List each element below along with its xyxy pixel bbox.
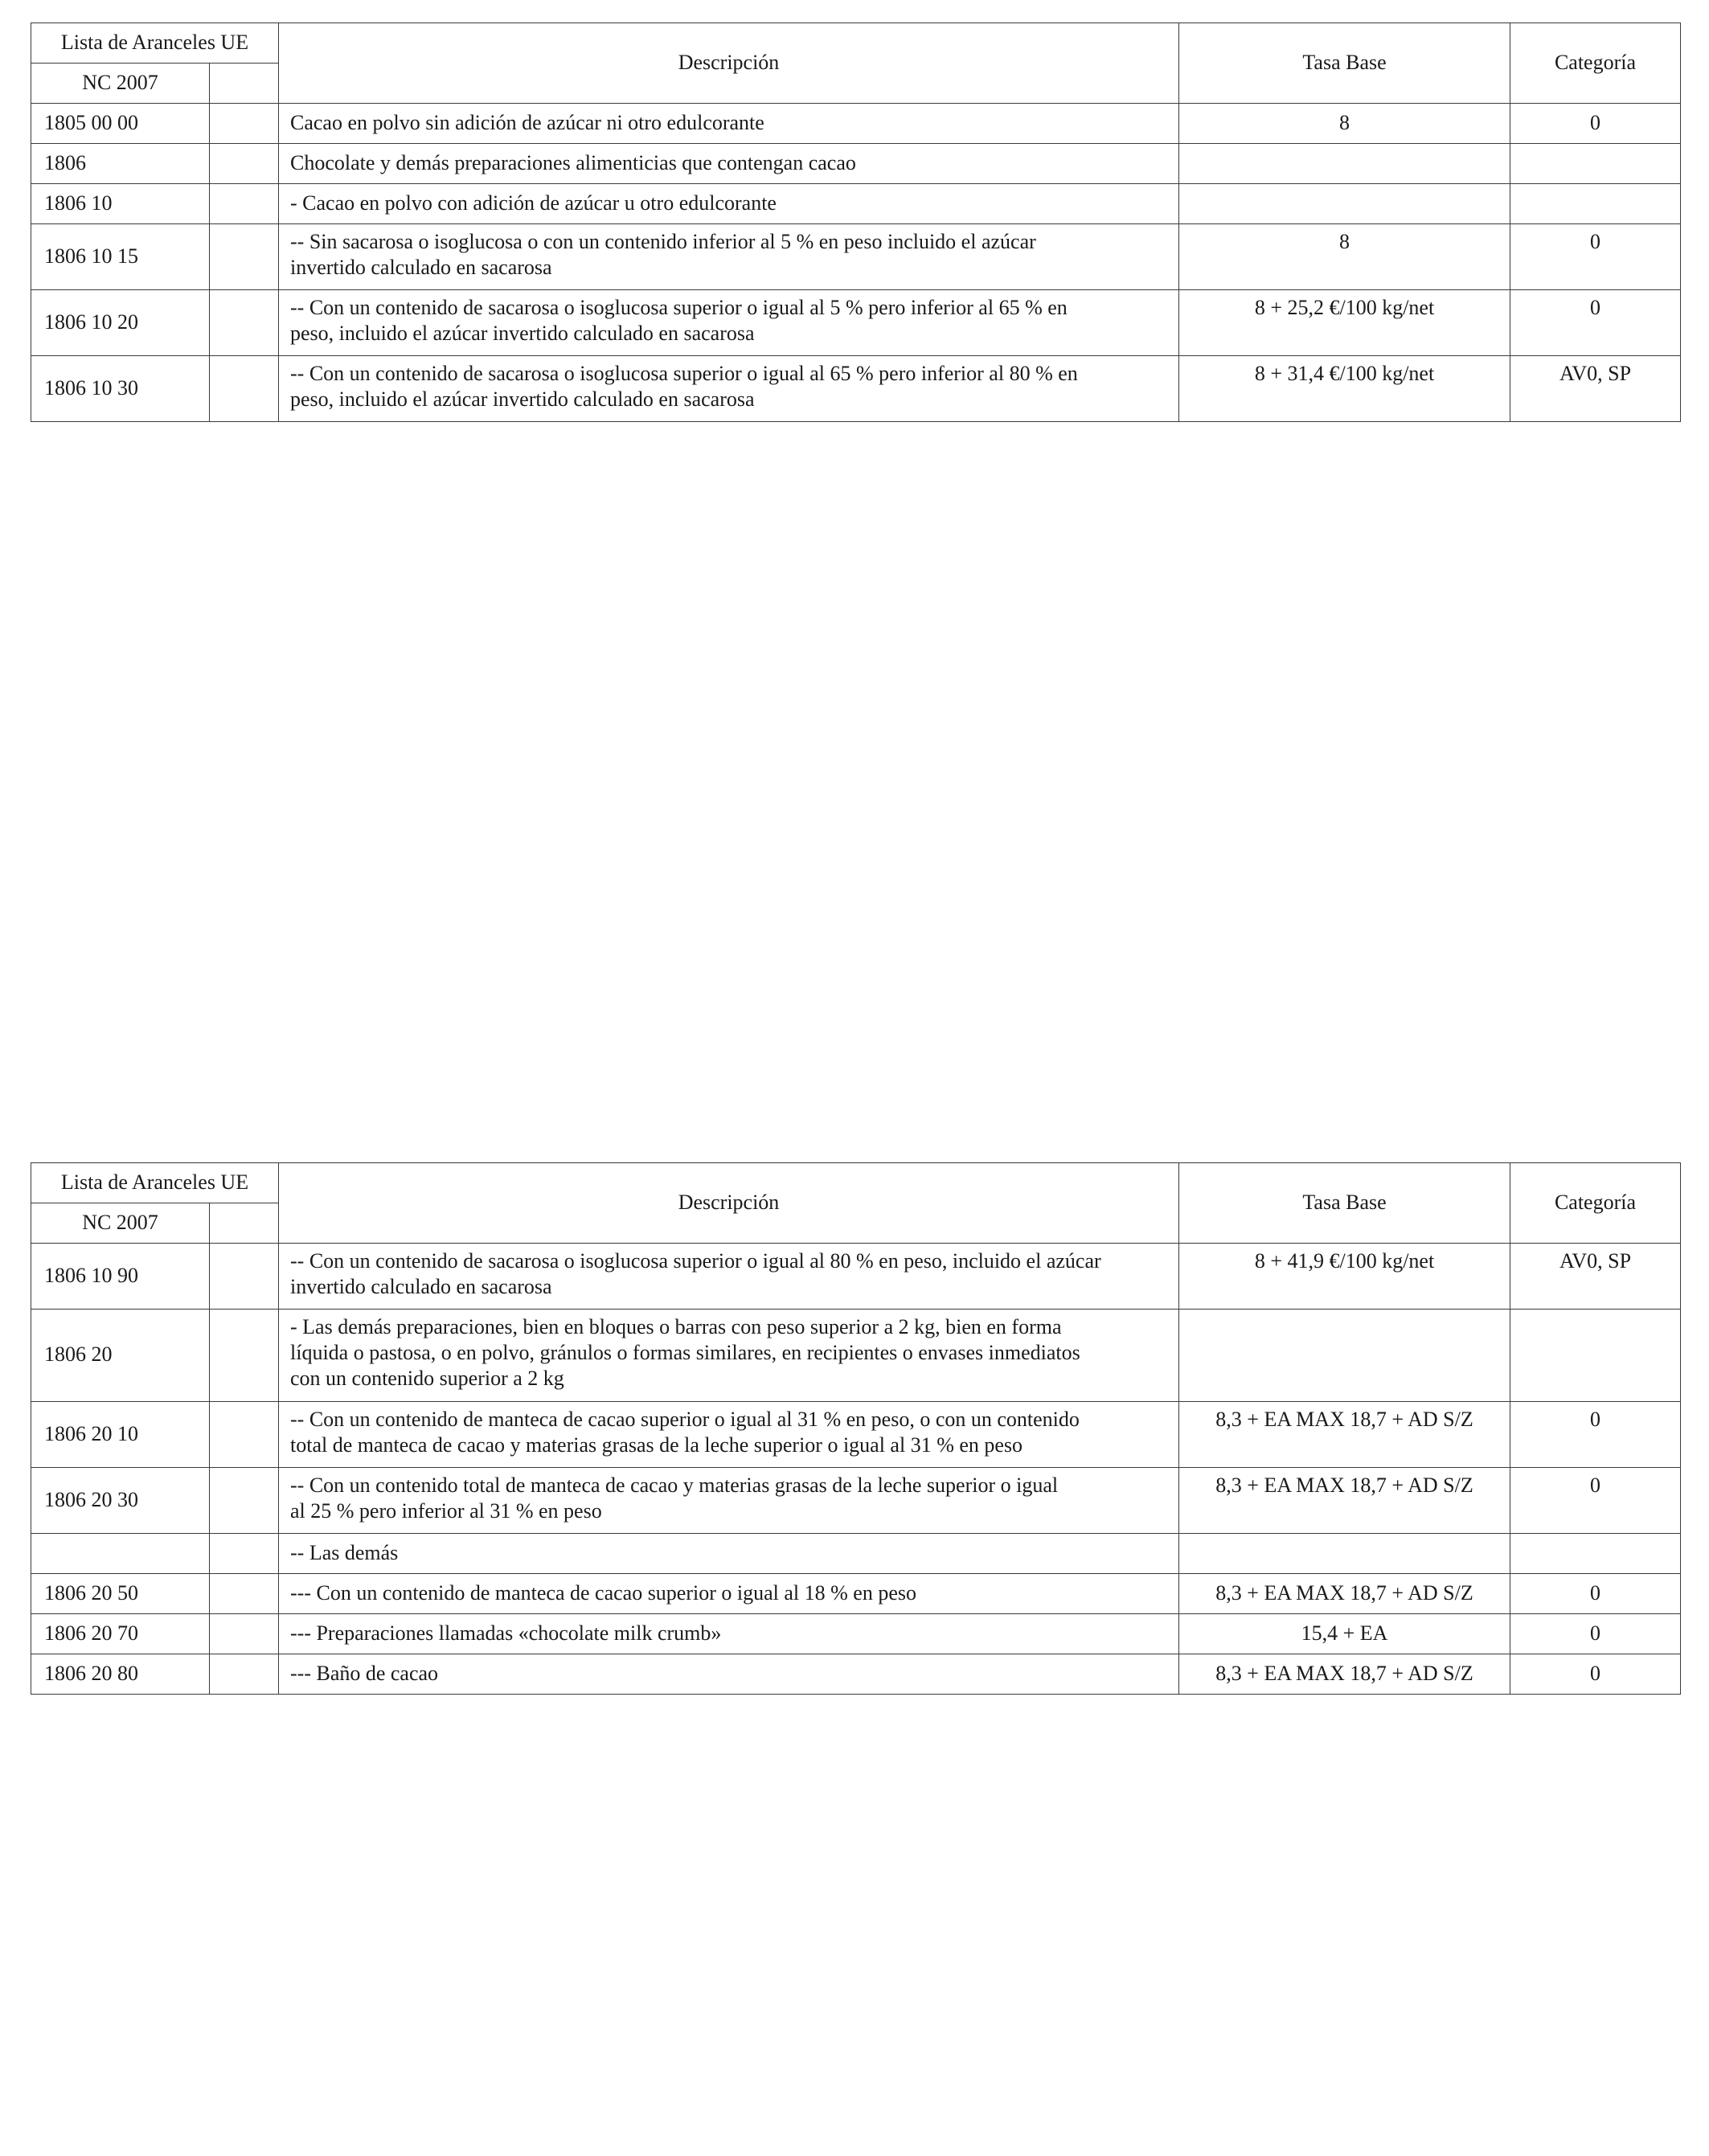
list-header: Lista de Aranceles UE: [31, 23, 279, 64]
category-cell: [1510, 184, 1681, 224]
table-row: [31, 184, 1681, 224]
code-cell: 1806 20 70: [31, 1614, 210, 1654]
table-row: [31, 1534, 1681, 1574]
rate-cell: [1179, 184, 1510, 224]
rate-cell: [1179, 1534, 1510, 1574]
table-row: [31, 1402, 1681, 1468]
description-cell: -- Las demás: [279, 1534, 1179, 1574]
sub-cell: [210, 104, 279, 144]
code-cell: 1805 00 00: [31, 104, 210, 144]
description-line: -- Con un contenido total de manteca de cacao y materias grasas de la leche superior o igual: [290, 1474, 1059, 1497]
empty-subheader: [210, 64, 279, 104]
code-cell: 1806: [31, 144, 210, 184]
category-cell: 0: [1510, 290, 1681, 356]
table-row: [31, 290, 1681, 356]
sub-cell: [210, 1310, 279, 1402]
category-cell: 0: [1510, 1402, 1681, 1468]
sub-cell: [210, 184, 279, 224]
description-line: invertido calculado en sacarosa: [290, 1275, 552, 1298]
rate-cell: [1179, 1310, 1510, 1402]
table-row: [31, 1244, 1681, 1310]
description-line: total de manteca de cacao y materias grasas de la leche superior o igual al 31 % en peso: [290, 1433, 1023, 1457]
category-cell: [1510, 144, 1681, 184]
tariff-table-2: [31, 1162, 1681, 1695]
base-rate-header: Tasa Base: [1179, 23, 1510, 104]
category-cell: 0: [1510, 104, 1681, 144]
category-cell: [1510, 1310, 1681, 1402]
code-cell: 1806 20 80: [31, 1654, 210, 1695]
code-cell: 1806 10 20: [31, 290, 210, 356]
header-row: [31, 23, 1681, 64]
header-row: [31, 1163, 1681, 1203]
code-cell: 1806 20 30: [31, 1468, 210, 1534]
description-cell: [279, 224, 1179, 290]
table-row: [31, 1310, 1681, 1402]
rate-cell: 8,3 + EA MAX 18,7 + AD S/Z: [1179, 1468, 1510, 1534]
description-cell: Chocolate y demás preparaciones alimenticias que contengan cacao: [279, 144, 1179, 184]
description-header: Descripción: [279, 23, 1179, 104]
rate-cell: 15,4 + EA: [1179, 1614, 1510, 1654]
category-cell: [1510, 1534, 1681, 1574]
description-line: peso, incluido el azúcar invertido calculado en sacarosa: [290, 387, 755, 411]
rate-cell: 8,3 + EA MAX 18,7 + AD S/Z: [1179, 1654, 1510, 1695]
nc-header: NC 2007: [31, 1203, 210, 1244]
description-line: líquida o pastosa, o en polvo, gránulos o formas similares, en recipientes o envases inmediatos: [290, 1341, 1080, 1364]
table-row: [31, 224, 1681, 290]
description-cell: Cacao en polvo sin adición de azúcar ni otro edulcorante: [279, 104, 1179, 144]
nc-header: NC 2007: [31, 64, 210, 104]
description-line: -- Con un contenido de sacarosa o isoglucosa superior o igual al 65 % pero inferior al 80 % en: [290, 362, 1078, 385]
table-row: [31, 1468, 1681, 1534]
rate-cell: 8: [1179, 104, 1510, 144]
description-cell: [279, 356, 1179, 422]
code-cell: 1806 10 90: [31, 1244, 210, 1310]
category-header: Categoría: [1510, 23, 1681, 104]
description-header: Descripción: [279, 1163, 1179, 1244]
description-cell: --- Con un contenido de manteca de cacao superior o igual al 18 % en peso: [279, 1574, 1179, 1614]
code-cell: 1806 20: [31, 1310, 210, 1402]
code-cell: 1806 20 50: [31, 1574, 210, 1614]
description-line: -- Con un contenido de sacarosa o isoglucosa superior o igual al 5 % pero inferior al 65 % en: [290, 296, 1068, 319]
table-row: [31, 356, 1681, 422]
sub-cell: [210, 1468, 279, 1534]
category-cell: AV0, SP: [1510, 1244, 1681, 1310]
sub-cell: [210, 1534, 279, 1574]
category-cell: 0: [1510, 1614, 1681, 1654]
description-cell: [279, 1310, 1179, 1402]
sub-cell: [210, 290, 279, 356]
description-line: - Las demás preparaciones, bien en bloques o barras con peso superior a 2 kg, bien en forma: [290, 1315, 1062, 1338]
rate-cell: 8: [1179, 224, 1510, 290]
description-line: -- Con un contenido de manteca de cacao superior o igual al 31 % en peso, o con un contenido: [290, 1408, 1080, 1431]
sub-cell: [210, 1614, 279, 1654]
sub-cell: [210, 356, 279, 422]
tariff-table-1: [31, 23, 1681, 422]
sub-cell: [210, 1244, 279, 1310]
rate-cell: 8 + 41,9 €/100 kg/net: [1179, 1244, 1510, 1310]
table-row: [31, 144, 1681, 184]
sub-cell: [210, 1654, 279, 1695]
code-cell: 1806 20 10: [31, 1402, 210, 1468]
table-row: [31, 1614, 1681, 1654]
list-header: Lista de Aranceles UE: [31, 1163, 279, 1203]
table-row: [31, 1574, 1681, 1614]
sub-cell: [210, 1402, 279, 1468]
code-cell: [31, 1534, 210, 1574]
table-row: [31, 104, 1681, 144]
category-cell: 0: [1510, 224, 1681, 290]
table-row: [31, 1654, 1681, 1695]
empty-subheader: [210, 1203, 279, 1244]
description-cell: --- Preparaciones llamadas «chocolate milk crumb»: [279, 1614, 1179, 1654]
description-line: invertido calculado en sacarosa: [290, 256, 552, 279]
rate-cell: 8,3 + EA MAX 18,7 + AD S/Z: [1179, 1574, 1510, 1614]
code-cell: 1806 10 15: [31, 224, 210, 290]
category-cell: 0: [1510, 1468, 1681, 1534]
description-line: -- Sin sacarosa o isoglucosa o con un contenido inferior al 5 % en peso incluido el azúcar: [290, 230, 1036, 253]
description-cell: [279, 290, 1179, 356]
code-cell: 1806 10 30: [31, 356, 210, 422]
sub-cell: [210, 224, 279, 290]
sub-cell: [210, 1574, 279, 1614]
sub-cell: [210, 144, 279, 184]
category-cell: 0: [1510, 1574, 1681, 1614]
description-cell: [279, 1402, 1179, 1468]
description-line: -- Con un contenido de sacarosa o isoglucosa superior o igual al 80 % en peso, incluido el azúcar: [290, 1249, 1101, 1273]
description-line: con un contenido superior a 2 kg: [290, 1367, 564, 1390]
code-cell: 1806 10: [31, 184, 210, 224]
rate-cell: 8 + 25,2 €/100 kg/net: [1179, 290, 1510, 356]
description-line: al 25 % pero inferior al 31 % en peso: [290, 1499, 602, 1523]
rate-cell: 8 + 31,4 €/100 kg/net: [1179, 356, 1510, 422]
rate-cell: 8,3 + EA MAX 18,7 + AD S/Z: [1179, 1402, 1510, 1468]
rate-cell: [1179, 144, 1510, 184]
description-cell: [279, 1468, 1179, 1534]
description-cell: --- Baño de cacao: [279, 1654, 1179, 1695]
description-line: peso, incluido el azúcar invertido calculado en sacarosa: [290, 322, 755, 345]
base-rate-header: Tasa Base: [1179, 1163, 1510, 1244]
category-cell: AV0, SP: [1510, 356, 1681, 422]
category-header: Categoría: [1510, 1163, 1681, 1244]
category-cell: 0: [1510, 1654, 1681, 1695]
description-cell: - Cacao en polvo con adición de azúcar u otro edulcorante: [279, 184, 1179, 224]
description-cell: [279, 1244, 1179, 1310]
